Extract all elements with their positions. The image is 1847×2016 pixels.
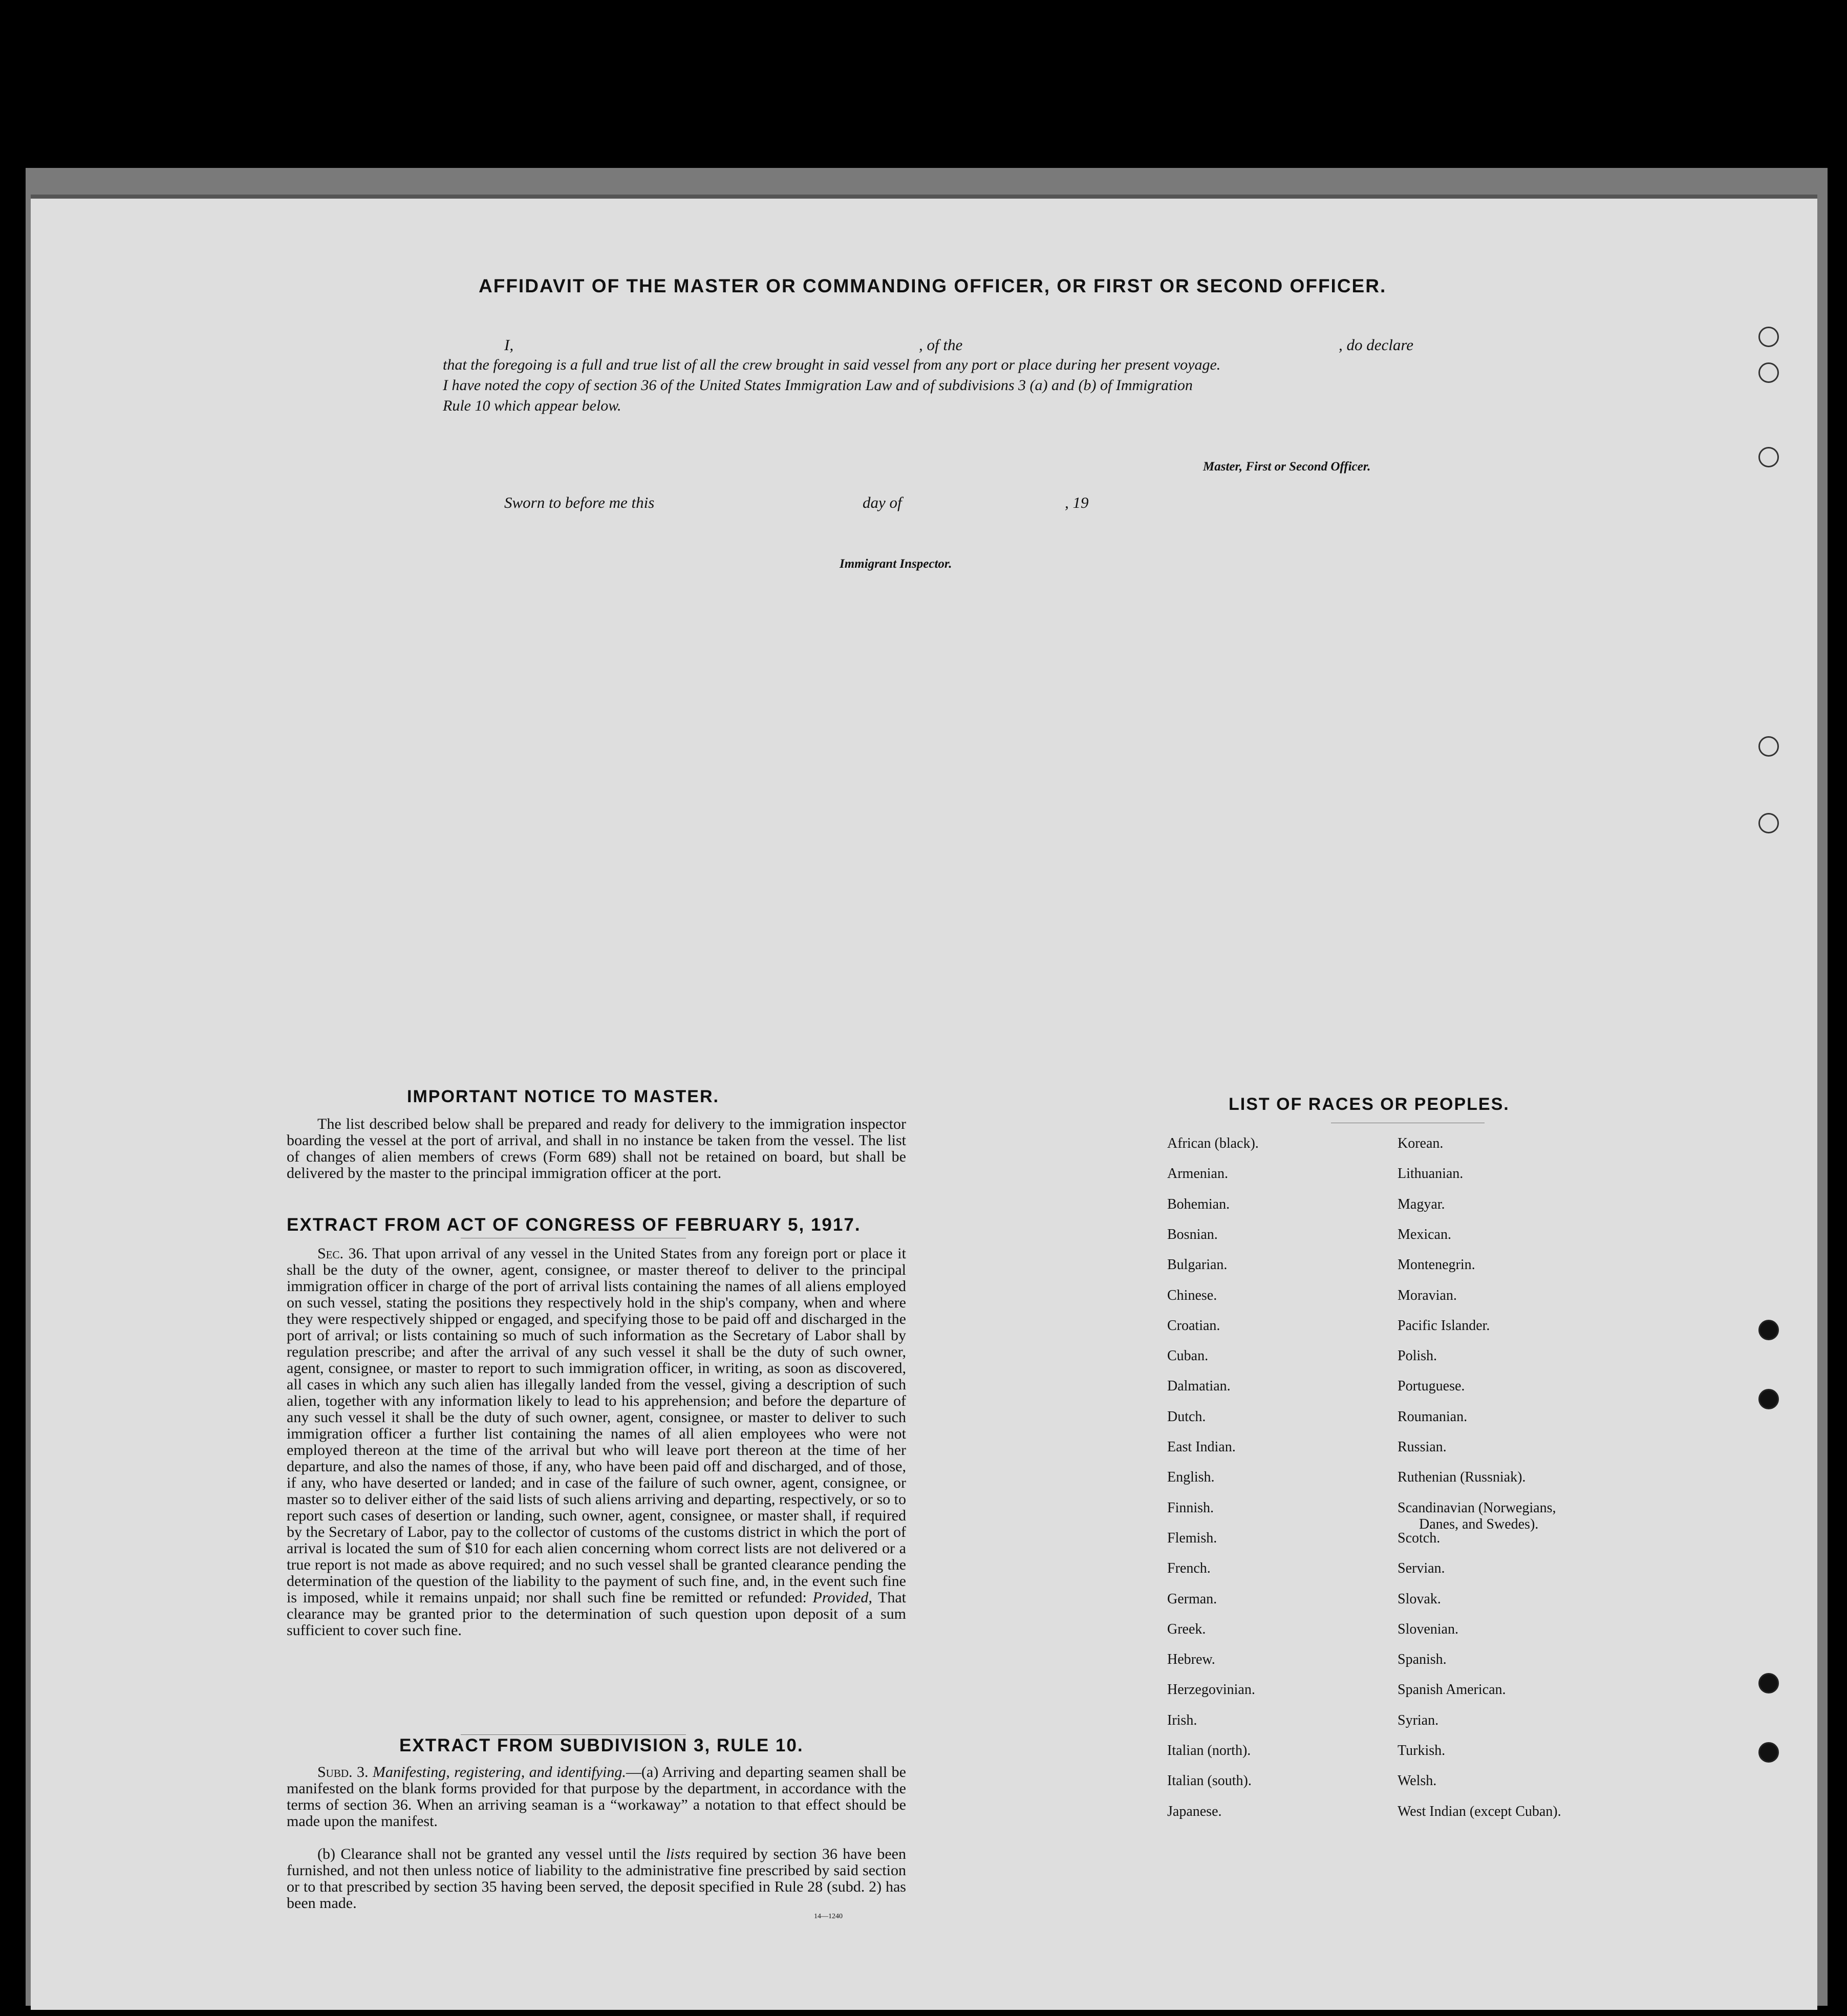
race-item: Slovenian.	[1398, 1621, 1458, 1637]
act-provided: Provided,	[812, 1589, 872, 1606]
sworn-text: Sworn to before me this	[504, 494, 655, 511]
affidavit-line3: I have noted the copy of section 36 of the United States Immigration Law and of subdivisions 3 (a) and (b) of Immigration	[443, 377, 1193, 394]
race-item: English.	[1167, 1469, 1215, 1486]
rule-para-a-text: —(a) Arriving and departing seamen shall be manifested on the blank forms provided for that purpose by the department, in accordance with the terms of section 36. When an arriving seaman is a “workaway” a notation to that effect should be made upon the manifest.	[287, 1764, 906, 1830]
binder-hole	[1758, 447, 1779, 467]
race-item: Bohemian.	[1167, 1196, 1230, 1212]
race-item: Welsh.	[1398, 1773, 1437, 1789]
race-item: French.	[1167, 1560, 1211, 1577]
binder-hole	[1758, 1673, 1779, 1693]
rule-title: EXTRACT FROM SUBDIVISION 3, RULE 10.	[399, 1735, 804, 1755]
rule-para-b	[287, 1846, 906, 1912]
affidavit-line4: Rule 10 which appear below.	[443, 397, 621, 414]
race-item: Pacific Islander.	[1398, 1317, 1490, 1334]
race-item: Turkish.	[1398, 1743, 1446, 1758]
race-item: Dalmatian.	[1167, 1378, 1231, 1395]
rule-divider	[461, 1734, 686, 1735]
race-item: Russian.	[1398, 1439, 1447, 1455]
rule-subd-heading: Manifesting, registering, and identifying.	[372, 1764, 626, 1781]
rule-para-a	[287, 1764, 906, 1830]
race-item: Spanish.	[1398, 1652, 1447, 1668]
binder-hole	[1758, 362, 1779, 383]
race-item: African (black).	[1167, 1135, 1259, 1151]
race-item: Polish.	[1398, 1348, 1437, 1364]
race-item: Magyar.	[1398, 1196, 1445, 1212]
race-item: Bulgarian.	[1167, 1257, 1228, 1273]
race-item: Spanish American.	[1398, 1682, 1506, 1698]
binder-hole	[1758, 1389, 1779, 1409]
race-item: Scotch.	[1398, 1530, 1441, 1546]
race-item: Greek.	[1167, 1621, 1206, 1637]
race-item: Hebrew.	[1167, 1652, 1215, 1668]
race-item: Slovak.	[1398, 1591, 1441, 1607]
rule-para-b-lists: lists	[665, 1846, 691, 1862]
rule-para-b-end: required by section 36 have been furnished, and not then unless notice of liability to the administrative fine prescribed by said section or to that prescribed by section 35 having been served, the deposit specified in Rule 28 (subd. 2) has been made.	[287, 1846, 906, 1912]
race-item: Servian.	[1398, 1560, 1445, 1577]
race-item: Chinese.	[1167, 1287, 1217, 1303]
race-item: Scandinavian (Norwegians, Danes, and Swedes).	[1398, 1499, 1556, 1532]
race-item: Cuban.	[1167, 1348, 1209, 1364]
race-item: Italian (north).	[1167, 1743, 1251, 1758]
race-item: Montenegrin.	[1398, 1257, 1475, 1273]
race-item: Bosnian.	[1167, 1226, 1218, 1242]
binder-hole	[1758, 736, 1779, 757]
race-item: Roumanian.	[1398, 1408, 1468, 1425]
binder-hole	[1758, 327, 1779, 347]
race-item: Finnish.	[1167, 1499, 1214, 1516]
inspector-signature-label: Immigrant Inspector.	[840, 557, 952, 571]
act-body	[287, 1246, 906, 1639]
year-text: , 19	[1065, 494, 1089, 511]
race-item: Syrian.	[1398, 1712, 1439, 1728]
day-of-text: day of	[863, 494, 902, 511]
race-item: Herzegovinian.	[1167, 1682, 1255, 1698]
race-item: Italian (south).	[1167, 1773, 1252, 1789]
affidavit-line1-i: I,	[504, 336, 514, 354]
act-text-end: That clearance may be granted prior to the determination of such question upon deposit of a sum sufficient to cover such fine.	[287, 1589, 907, 1639]
race-item: Lithuanian.	[1398, 1166, 1464, 1182]
race-item: German.	[1167, 1591, 1217, 1607]
race-item: Moravian.	[1398, 1287, 1457, 1303]
document-page	[31, 195, 1817, 2010]
race-item: West Indian (except Cuban).	[1398, 1803, 1561, 1819]
rule-para-b-start: (b) Clearance shall not be granted any vessel until the	[317, 1846, 661, 1862]
race-item: Ruthenian (Russniak).	[1398, 1469, 1526, 1486]
affidavit-line1-declare: , do declare	[1339, 336, 1414, 354]
race-item: East Indian.	[1167, 1439, 1236, 1455]
act-title: EXTRACT FROM ACT OF CONGRESS OF FEBRUARY 5, 1917.	[287, 1215, 861, 1235]
race-item: Portuguese.	[1398, 1378, 1465, 1395]
binder-hole	[1758, 1742, 1779, 1763]
race-item: Korean.	[1398, 1135, 1444, 1151]
race-item: Croatian.	[1167, 1317, 1220, 1334]
race-item: Japanese.	[1167, 1803, 1222, 1819]
notice-body: The list described below shall be prepared and ready for delivery to the immigration inspector boarding the vessel at the port of arrival, and shall in no instance be taken from the vessel. The list of changes of alien members of crews (Form 689) shall not be retained on board, but shall be delivered by the master to the principal immigration officer at the port.	[287, 1116, 906, 1182]
race-item: Irish.	[1167, 1712, 1197, 1728]
race-item: Armenian.	[1167, 1166, 1228, 1182]
form-number: 14—1240	[814, 1913, 843, 1920]
races-title: LIST OF RACES OR PEOPLES.	[1229, 1095, 1510, 1114]
master-signature-label: Master, First or Second Officer.	[1203, 460, 1371, 474]
notice-title: IMPORTANT NOTICE TO MASTER.	[407, 1087, 719, 1106]
affidavit-line2: that the foregoing is a full and true list of all the crew brought in said vessel from any port or place during her present voyage.	[443, 356, 1221, 373]
race-item: Mexican.	[1398, 1226, 1451, 1242]
act-sec-label: Sec. 36.	[317, 1245, 368, 1262]
race-item: Dutch.	[1167, 1408, 1206, 1425]
rule-subd-label: Subd. 3.	[317, 1764, 369, 1781]
binder-hole	[1758, 813, 1779, 833]
race-item: Flemish.	[1167, 1530, 1217, 1546]
binder-hole	[1758, 1320, 1779, 1340]
affidavit-title: AFFIDAVIT OF THE MASTER OR COMMANDING OFFICER, OR FIRST OR SECOND OFFICER.	[479, 275, 1387, 296]
affidavit-line1-of-the: , of the	[919, 336, 963, 354]
act-text: That upon arrival of any vessel in the United States from any foreign port or place it shall be the duty of the owner, agent, consignee, or master thereof to deliver to the principal immigration officer in charge of the port of arrival lists containing the names of all aliens employed on such vessel, stating the positions they respectively hold in the ship's company, when and where they were respectively shipped or engaged, and specifying those to be paid off and discharged in the port of arrival; or lists containing so much of such information as the Secretary of Labor shall by regulation prescribe; and after the arrival of any such vessel it shall be the duty of such owner, agent, consignee, or master to report to such immigration officer, in writing, as soon as discovered, all cases in which any such alien has illegally landed from the vessel, giving a description of such alien, together with any information likely to lead to his apprehension; and before the departure of any such vessel it shall be the duty of such owner, agent, consignee, or master to deliver to such immigration officer a further list containing the names of all alien employees who were not employed thereon at the time of the arrival but who will leave port thereon at the time of her departure, and also the names of those, if any, who have been paid off and discharged, and of those, if any, who have deserted or landed; and in case of the failure of such owner, agent, consignee, or master so to deliver either of the said lists of such aliens arriving and departing, respectively, or so to report such cases of desertion or landing, such owner, agent, consignee, or master shall, if required by the Secretary of Labor, pay to the collector of customs of the customs district in which the port of arrival is located the sum of $10 for each alien concerning whom correct lists are not delivered or a true report is not made as above required; and no such vessel shall be granted clearance pending the determination of the question of the liability to the payment of such fine, and, in the event such fine is imposed, while it remains unpaid; nor shall such fine be remitted or refunded:	[287, 1245, 906, 1606]
